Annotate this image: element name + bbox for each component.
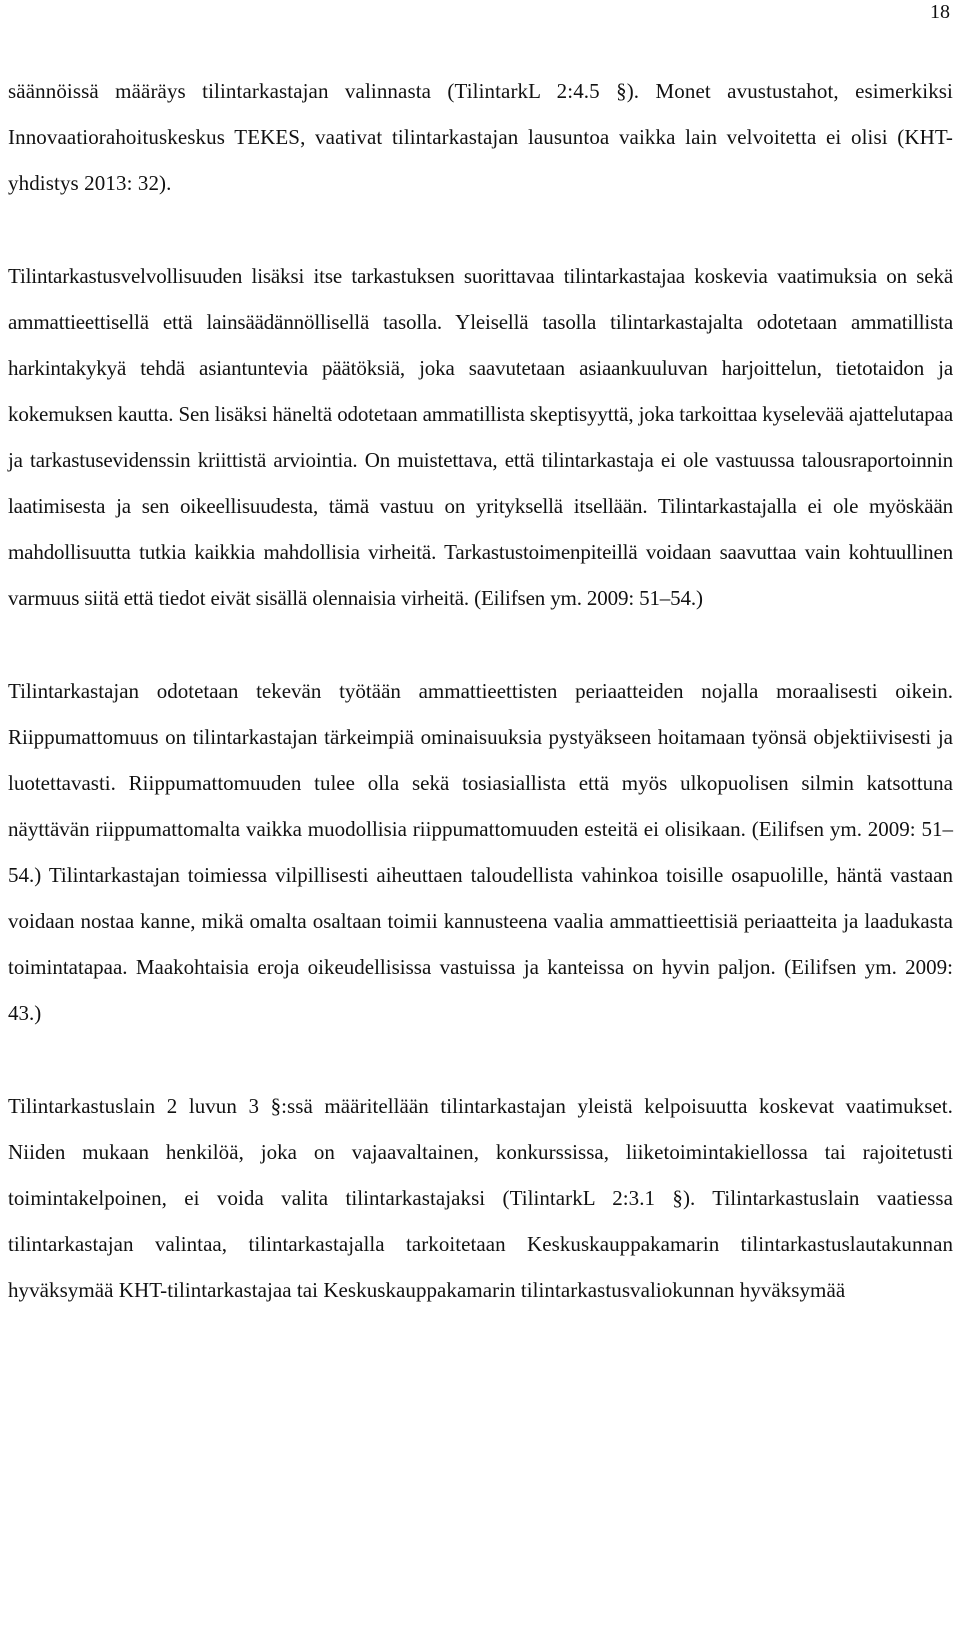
page-number: 18 [930,1,950,23]
paragraph-2: Tilintarkastusvelvollisuuden lisäksi itse tarkastuksen suorittavaa tilintarkastajaa koskevia vaatimuksia on sekä ammattieettisellä että lainsäädännöllisellä tasolla. Yleisellä tasolla tilintarkastajalta odotetaan ammatillista harkintakykyä tehdä asiantuntevia päätöksiä, joka saavutetaan asiaankuuluvan harjoittelun, tietotaidon ja kokemuksen kautta. Sen lisäksi häneltä odotetaan ammatillista skeptisyyttä, joka tarkoittaa kyselevää ajattelutapaa ja tarkastusevidenssin kriittistä arviointia. On muistettava, että tilintarkastaja ei ole vastuussa talousraportoinnin laatimisesta ja sen oikeellisuudesta, tämä vastuu on yrityksellä itsellään. Tilintarkastajalla ei ole myöskään mahdollisuutta tutkia kaikkia mahdollisia virheitä. Tarkastustoimenpiteillä voidaan saavuttaa vain kohtuullinen varmuus siitä että tiedot eivät sisällä olennaisia virheitä. (Eilifsen ym. 2009: 51–54.) [8,264,953,610]
paragraph-3: Tilintarkastajan odotetaan tekevän työtään ammattieettisten periaatteiden nojalla moraalisesti oikein. Riippumattomuus on tilintarkastajan tärkeimpiä ominaisuuksia pystyäkseen hoitamaan työnsä objektiivisesti ja luotettavasti. Riippumattomuuden tulee olla sekä tosiasiallista että myös ulkopuolisen silmin katsottuna näyttävän riippumattomalta vaikka muodollisia riippumattomuuden esteitä ei olisikaan. (Eilifsen ym. 2009: 51–54.) Tilintarkastajan toimiessa vilpillisesti aiheuttaen taloudellista vahinkoa toisille osapuolille, häntä vastaan voidaan nostaa kanne, mikä omalta osaltaan toimii kannusteena vaalia ammattieettisiä periaatteita ja laadukasta toimintatapaa. Maakohtaisia eroja oikeudellisissa vastuissa ja kanteissa on hyvin paljon. (Eilifsen ym. 2009: 43.) [8,679,953,1025]
paragraph-1: säännöissä määräys tilintarkastajan valinnasta (TilintarkL 2:4.5 §). Monet avustustahot, esimerkiksi Innovaatiorahoituskeskus TEKES, vaativat tilintarkastajan lausuntoa vaikka lain velvoitetta ei olisi (KHT-yhdistys 2013: 32). [8,79,953,195]
paragraph-4: Tilintarkastuslain 2 luvun 3 §:ssä määritellään tilintarkastajan yleistä kelpoisuutta koskevat vaatimukset. Niiden mukaan henkilöä, joka on vajaavaltainen, konkurssissa, liiketoimintakiellossa tai rajoitetusti toimintakelpoinen, ei voida valita tilintarkastajaksi (TilintarkL 2:3.1 §). Tilintarkastuslain vaatiessa tilintarkastajan valintaa, tilintarkastajalla tarkoitetaan Keskuskauppakamarin tilintarkastuslautakunnan hyväksymää KHT-tilintarkastajaa tai Keskuskauppakamarin tilintarkastusvaliokunnan hyväksymää [8,1094,953,1302]
document-body [8,68,953,1313]
